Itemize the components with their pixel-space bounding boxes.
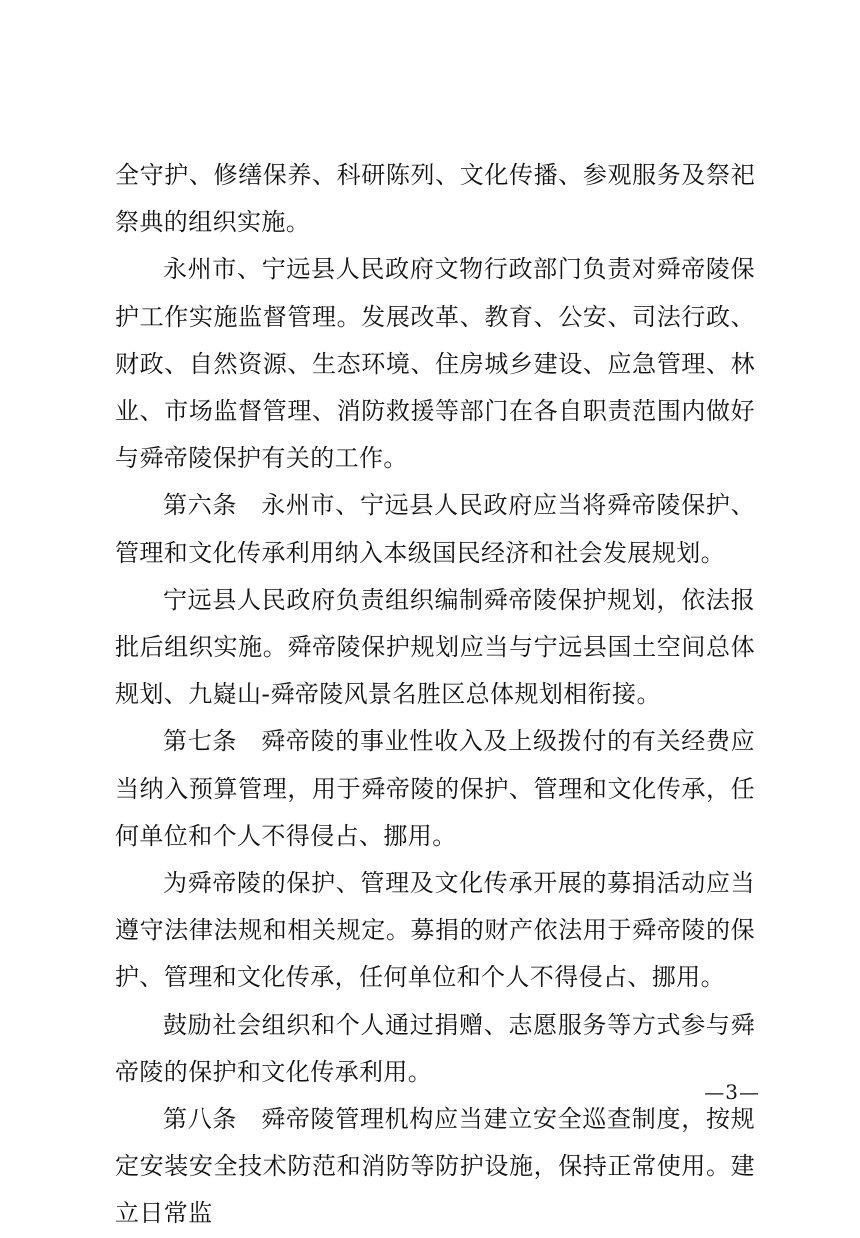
paragraph-text: 为舜帝陵的保护、管理及文化传承开展的募捐活动应当遵守法律法规和相关规定。募捐的财产依法用于舜帝陵的保护、管理和文化传承，任何单位和个人不得侵占、挪用。: [115, 869, 755, 992]
article-number: 第八条: [163, 1105, 238, 1134]
paragraph-1: [115, 152, 755, 246]
paragraph-2: [115, 246, 755, 482]
paragraph-6: [115, 860, 755, 1002]
article-7-paragraph: [115, 718, 755, 860]
article-6-paragraph: [115, 482, 755, 576]
paragraph-text: 永州市、宁远县人民政府应当将舜帝陵保护、管理和文化传承利用纳入本级国民经济和社会发展规划。: [115, 491, 756, 567]
paragraph-text: 全守护、修缮保养、科研陈列、文化传播、参观服务及祭祀祭典的组织实施。: [115, 161, 755, 237]
paragraph-text: 舜帝陵的事业性收入及上级拨付的有关经费应当纳入预算管理，用于舜帝陵的保护、管理和文化传承，任何单位和个人不得侵占、挪用。: [115, 727, 756, 850]
paragraph-text: 永州市、宁远县人民政府文物行政部门负责对舜帝陵保护工作实施监督管理。发展改革、教育、公安、司法行政、财政、自然资源、生态环境、住房城乡建设、应急管理、林业、市场监督管理、消防救援等部门在各自职责范围内做好与舜帝陵保护有关的工作。: [115, 255, 755, 473]
paragraph-text: 鼓励社会组织和个人通过捐赠、志愿服务等方式参与舜帝陵的保护和文化传承利用。: [115, 1010, 755, 1086]
article-number: 第六条: [163, 491, 238, 520]
document-body: [115, 152, 755, 1238]
paragraph-7: [115, 1002, 755, 1096]
paragraph-text: 宁远县人民政府负责组织编制舜帝陵保护规划，依法报批后组织实施。舜帝陵保护规划应当与宁远县国土空间总体规划、九嶷山-舜帝陵风景名胜区总体规划相衔接。: [115, 585, 755, 709]
paragraph-text: 舜帝陵管理机构应当建立安全巡查制度，按规定安装安全技术防范和消防等防护设施，保持正常使用。建立日常监: [115, 1105, 756, 1228]
page-number: —3—: [704, 1080, 760, 1104]
article-number: 第七条: [163, 727, 238, 756]
paragraph-4: [115, 577, 755, 719]
article-8-paragraph: [115, 1096, 755, 1238]
